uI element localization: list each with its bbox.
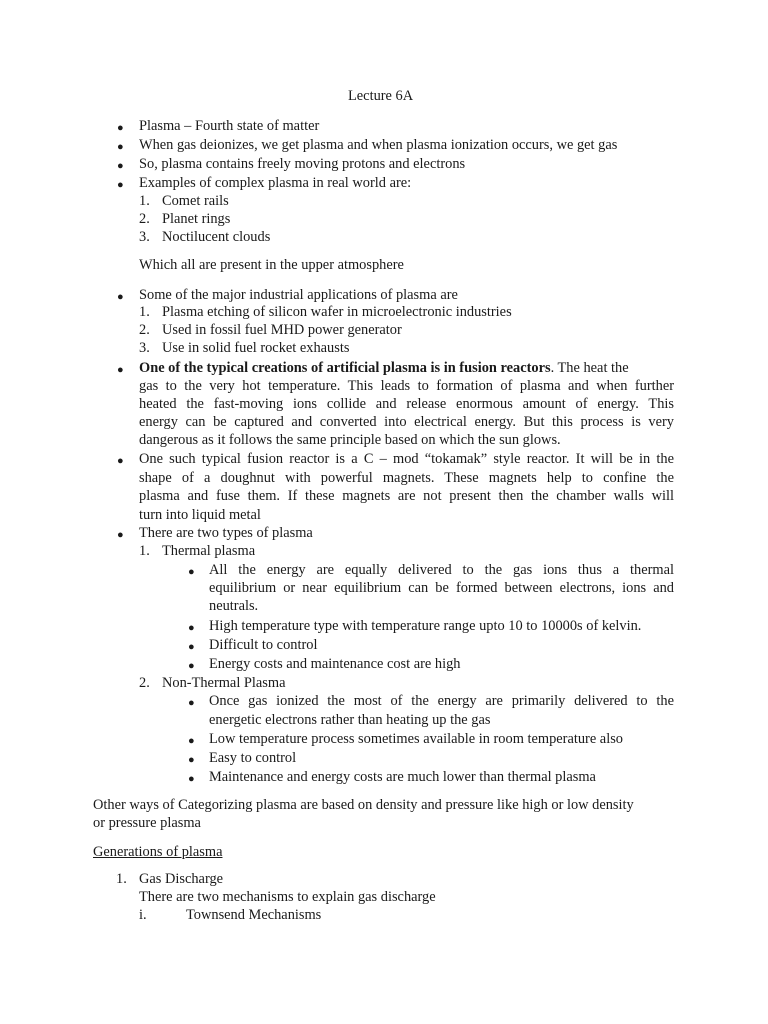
list-number: 1. [139,193,150,209]
industrial-app-1: Plasma etching of silicon wafer in microelectronic industries [162,304,512,320]
intro-bullet-4: Examples of complex plasma in real world are: [139,175,412,191]
list-number: 1. [139,543,150,559]
list-number: 2. [139,675,150,691]
fusion-line-2 [139,377,674,395]
bullet-icon: ● [188,754,195,766]
list-number: 1. [139,304,150,320]
list-number: 1. [116,871,127,887]
intro-bullet-3: So, plasma contains freely moving protons and electrons [139,156,466,172]
nonthermal-heading: Non-Thermal Plasma [162,675,286,691]
nonthermal-point-2: Low temperature process sometimes available in room temperature also [209,731,623,747]
nonthermal-point-1-line-1-text: Once gas ionized the most of the energy are primarily delivered to the [209,693,674,709]
fusion-line-4-text: energy can be captured and converted into electrical energy. But this process is very [139,414,674,430]
thermal-point-1-line-1 [209,561,674,579]
fusion-line-3-text: heated the fast-moving ions collide and release enormous amount of energy. This [139,396,674,412]
thermal-point-3: Difficult to control [209,637,318,653]
list-number: 3. [139,340,150,356]
tokamak-line-4: turn into liquid metal [139,507,261,523]
example-noctilucent-clouds: Noctilucent clouds [162,229,271,245]
bullet-icon: ● [117,455,124,467]
bullet-icon: ● [188,641,195,653]
industrial-app-3: Use in solid fuel rocket exhausts [162,340,350,356]
list-number: 2. [139,211,150,227]
fusion-line-4 [139,413,674,431]
page-title: Lecture 6A [348,88,414,104]
other-ways-line-2: or pressure plasma [93,815,201,831]
intro-bullet-1: Plasma – Fourth state of matter [139,118,320,134]
thermal-point-1-line-3: neutrals. [209,598,259,614]
townsend-mechanism: Townsend Mechanisms [186,907,322,923]
example-comet-rails: Comet rails [162,193,229,209]
tokamak-line-3-text: plasma and fuse them. If these magnets are not present then the chamber walls will [139,488,674,504]
tokamak-line-2 [139,469,674,487]
nonthermal-point-1-line-1 [209,692,674,710]
thermal-point-2: High temperature type with temperature range upto 10 to 10000s of kelvin. [209,618,642,634]
bullet-icon: ● [188,566,195,578]
bullet-icon: ● [188,622,195,634]
tokamak-line-1 [139,450,674,468]
complex-note: Which all are present in the upper atmosphere [139,257,404,273]
bullet-icon: ● [117,291,124,303]
fusion-line-2-text: gas to the very hot temperature. This leads to formation of plasma and when further [139,378,674,394]
bullet-icon: ● [188,773,195,785]
fusion-line-1 [139,359,629,377]
nonthermal-point-4: Maintenance and energy costs are much lower than thermal plasma [209,769,596,785]
tokamak-line-2-text: shape of a doughnut with powerful magnets. These magnets help to confine the [139,470,674,486]
fusion-line-3 [139,395,674,413]
gas-discharge-heading: Gas Discharge [139,871,224,887]
bullet-icon: ● [117,179,124,191]
other-ways-line-1: Other ways of Categorizing plasma are based on density and pressure like high or low density [93,797,634,813]
nonthermal-point-1-line-2: energetic electrons rather than heating up the gas [209,712,491,728]
fusion-bold-text: One of the typical creations of artificial plasma is in fusion reactors [139,360,551,376]
list-number: 3. [139,229,150,245]
bullet-icon: ● [117,529,124,541]
thermal-point-4: Energy costs and maintenance cost are high [209,656,461,672]
industrial-intro: Some of the major industrial applications of plasma are [139,287,458,303]
nonthermal-point-3: Easy to control [209,750,297,766]
fusion-line-1-rest: . The heat the [550,360,629,376]
generations-heading: Generations of plasma [93,844,223,860]
intro-bullet-2: When gas deionizes, we get plasma and when plasma ionization occurs, we get gas [139,137,618,153]
industrial-app-2: Used in fossil fuel MHD power generator [162,322,402,338]
thermal-point-1-line-2-text: equilibrium or near equilibrium can be formed between electrons, ions and [209,580,674,596]
bullet-icon: ● [117,122,124,134]
types-intro: There are two types of plasma [139,525,313,541]
list-number: 2. [139,322,150,338]
bullet-icon: ● [117,364,124,376]
example-planet-rings: Planet rings [162,211,231,227]
thermal-heading: Thermal plasma [162,543,256,559]
gas-discharge-intro: There are two mechanisms to explain gas discharge [139,889,436,905]
thermal-point-1-line-1-text: All the energy are equally delivered to the gas ions thus a thermal [209,562,674,578]
tokamak-line-3 [139,487,674,505]
bullet-icon: ● [188,697,195,709]
fusion-line-5: dangerous as it follows the same principle based on which the sun glows. [139,432,561,448]
bullet-icon: ● [117,141,124,153]
tokamak-line-1-text: One such typical fusion reactor is a C – mod “tokamak” style reactor. It will be in the [139,451,674,467]
bullet-icon: ● [188,660,195,672]
roman-numeral: i. [139,907,147,923]
bullet-icon: ● [188,735,195,747]
bullet-icon: ● [117,160,124,172]
thermal-point-1-line-2 [209,579,674,597]
